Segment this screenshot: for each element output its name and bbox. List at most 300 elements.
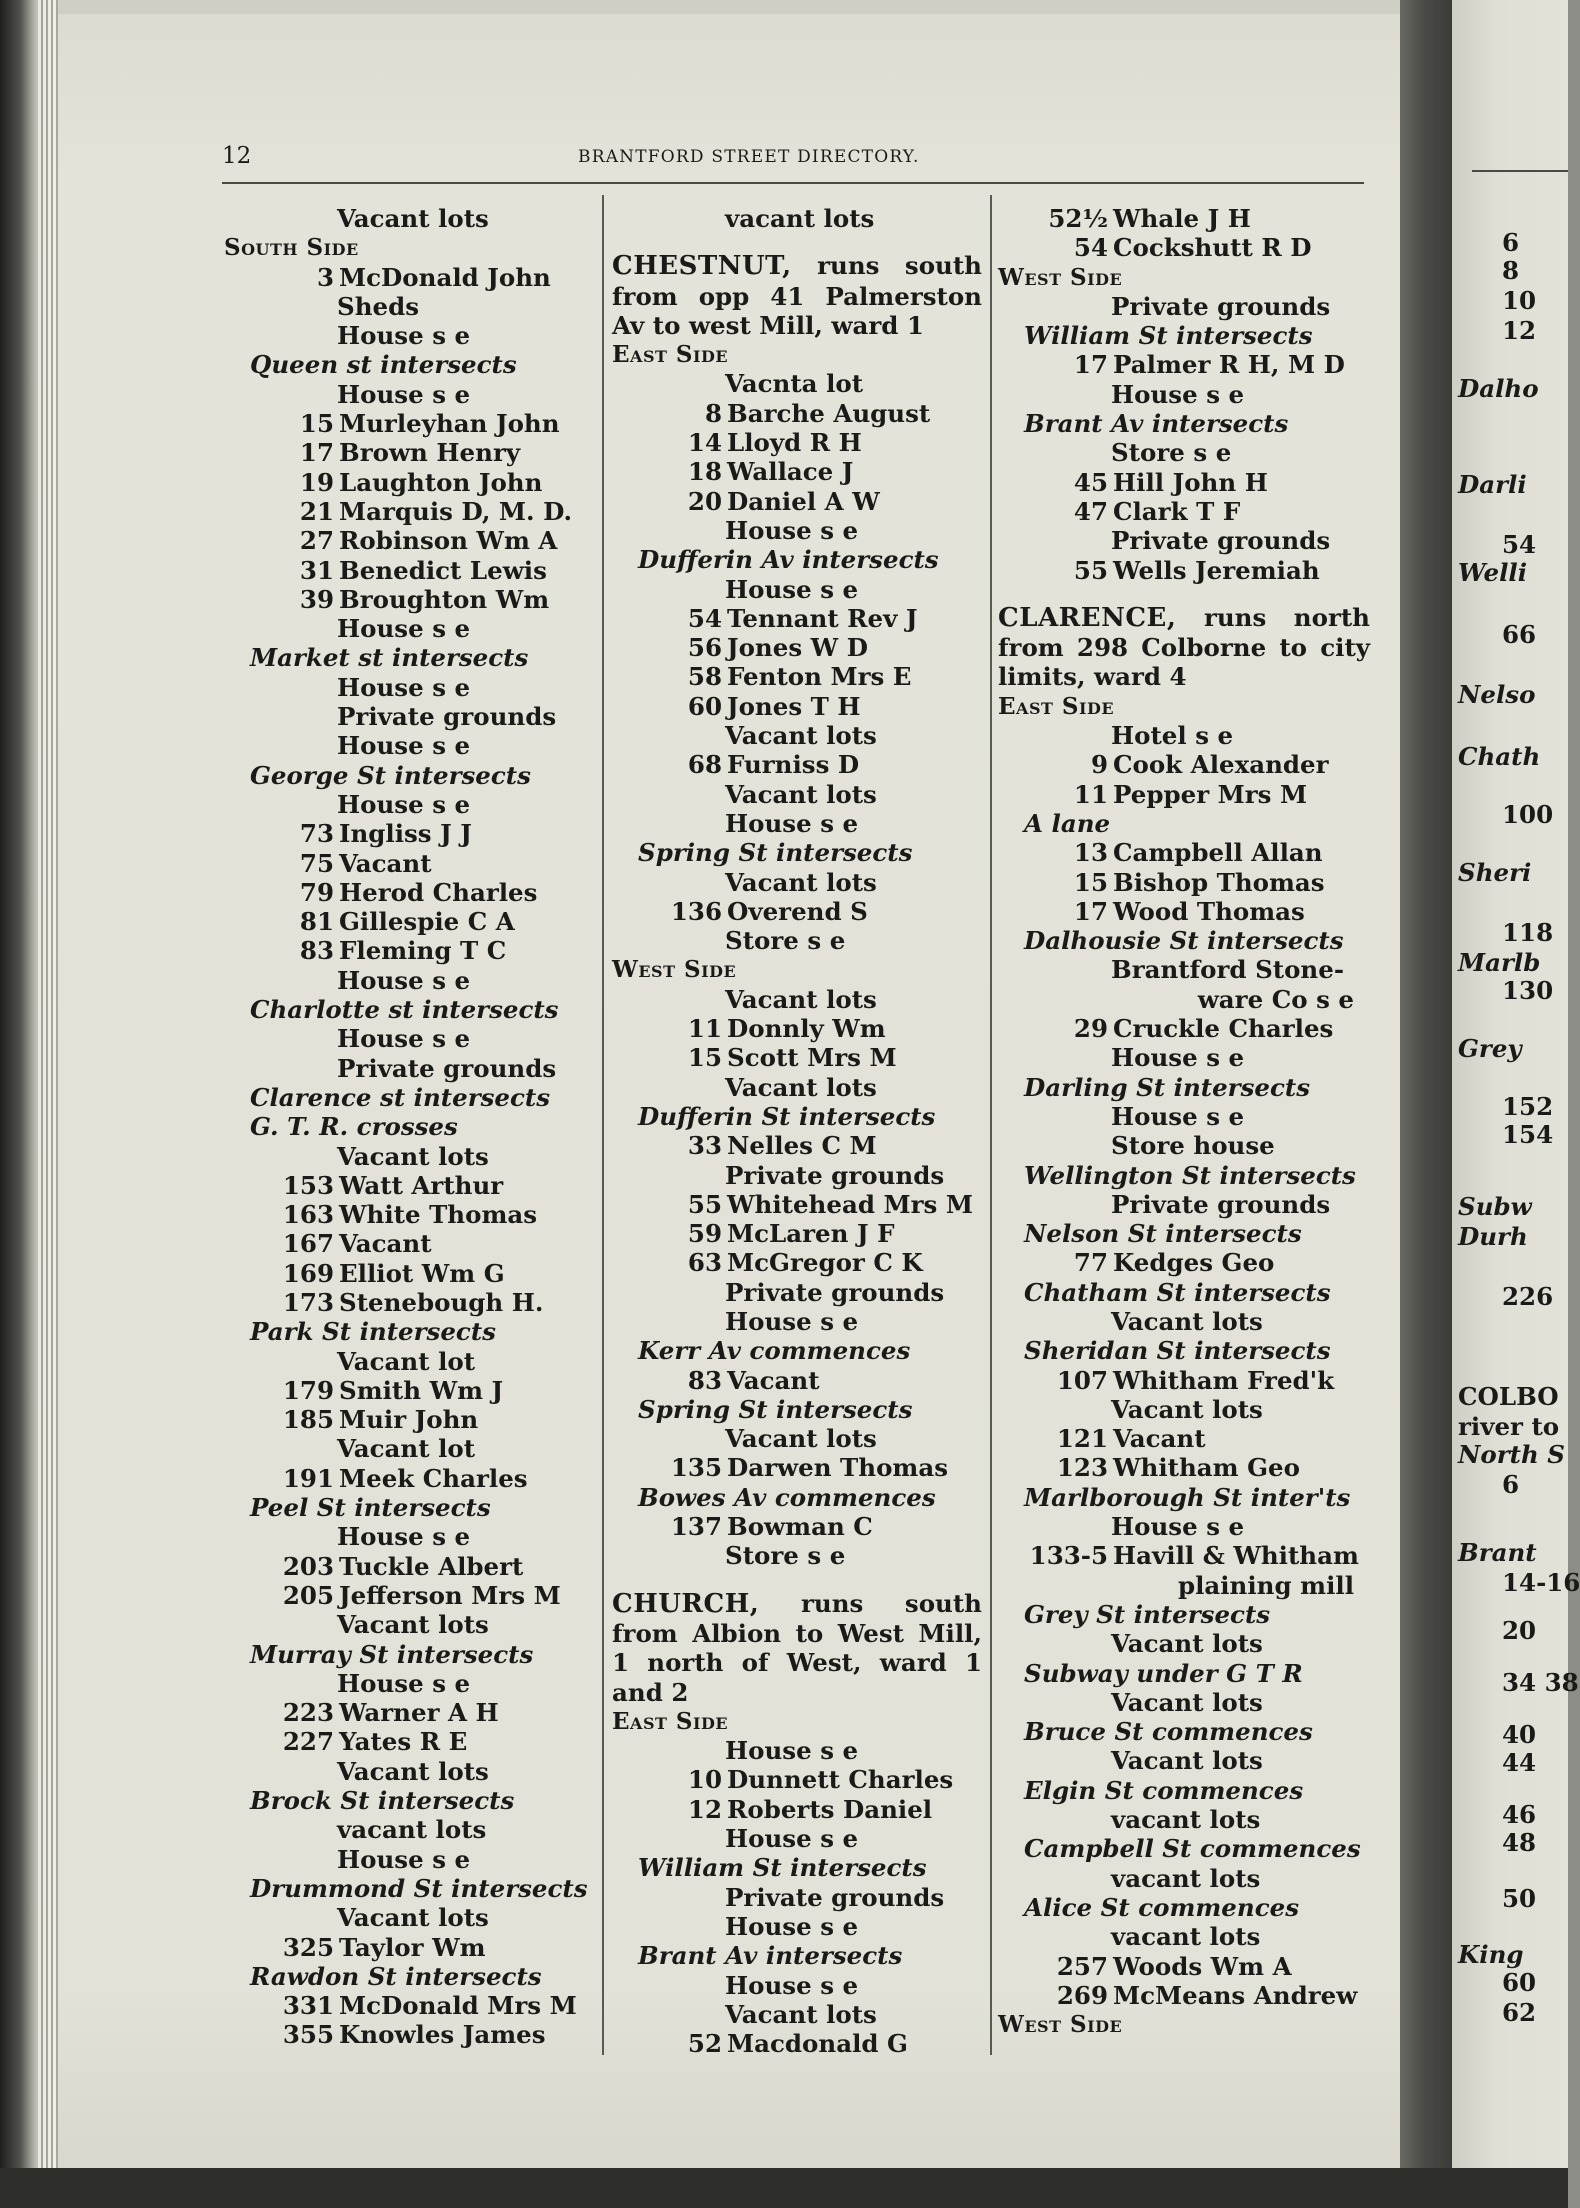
facing-page-fragment: Subw <box>1458 1192 1532 1221</box>
listing-line: Vacant lots <box>337 1903 489 1933</box>
intersection-note: William St intersects <box>1024 321 1313 351</box>
listing-line: Vacant lots <box>725 721 877 751</box>
resident-name: McDonald Mrs M <box>339 1991 577 2021</box>
listing-line: Vacant lots <box>1111 1394 1263 1424</box>
directory-entry <box>998 750 1370 779</box>
facing-page-fragment: 50 <box>1502 1884 1537 1913</box>
listing-line: Vacant lots <box>725 779 877 809</box>
directory-entry <box>998 897 1370 926</box>
intersection-note: Spring St intersects <box>638 1394 913 1424</box>
resident-name: Wallace J <box>727 457 854 487</box>
side-heading: West Side <box>998 263 1123 291</box>
directory-entry <box>612 1131 982 1160</box>
intersection-note: Dufferin St intersects <box>638 1101 936 1131</box>
listing-line: House s e <box>725 574 859 604</box>
directory-entry <box>224 1171 594 1200</box>
directory-entry <box>998 350 1370 379</box>
intersection-note: Elgin St commences <box>1024 1775 1304 1805</box>
resident-name: Daniel A W <box>727 486 880 516</box>
facing-page-fragment: 46 <box>1502 1800 1537 1829</box>
directory-entry <box>224 409 594 438</box>
resident-name: Marquis D, M. D. <box>339 496 572 526</box>
intersection-note: Brock St intersects <box>250 1786 515 1816</box>
listing-line: House s e <box>725 1736 859 1766</box>
intersection-note: Darling St intersects <box>1024 1072 1310 1102</box>
resident-name: McLaren J F <box>727 1219 895 1249</box>
resident-name: McGregor C K <box>727 1248 923 1278</box>
intersection-note: Alice St commences <box>1024 1892 1300 1922</box>
house-number: 52 <box>687 2029 722 2059</box>
resident-name: Overend S <box>727 896 868 926</box>
house-number: 54 <box>1073 233 1108 263</box>
resident-name: Watt Arthur <box>339 1170 504 1200</box>
resident-name: Darwen Thomas <box>727 1453 949 1483</box>
resident-name: Murleyhan John <box>339 409 560 439</box>
resident-name: Knowles James <box>339 2020 546 2050</box>
resident-name: Tuckle Albert <box>339 1551 524 1581</box>
house-number: 153 <box>282 1170 334 1200</box>
directory-entry <box>612 1765 982 1794</box>
facing-page-fragment: Darli <box>1458 470 1527 499</box>
intersection-note: Marlborough St inter'ts <box>1024 1482 1351 1512</box>
resident-name: Pepper Mrs M <box>1113 779 1308 809</box>
facing-page-fragment: COLBO <box>1458 1382 1559 1411</box>
house-number: 79 <box>299 877 334 907</box>
listing-line: Private grounds <box>725 1882 945 1912</box>
house-number: 15 <box>299 409 334 439</box>
directory-entry <box>224 263 594 292</box>
intersection-note: Subway under G T R <box>1024 1658 1303 1688</box>
facing-page-fragment: 40 <box>1502 1720 1537 1749</box>
header-rule <box>222 182 1364 184</box>
listing-line: Sheds <box>337 291 420 321</box>
house-number: 269 <box>1056 1980 1108 2010</box>
house-number: 19 <box>299 467 334 497</box>
house-number: 13 <box>1073 838 1108 868</box>
house-number: 173 <box>282 1287 334 1317</box>
street-name: CLARENCE, <box>998 602 1177 633</box>
house-number: 27 <box>299 526 334 556</box>
listing-line: House s e <box>1111 1512 1245 1542</box>
directory-entry <box>612 1219 982 1248</box>
house-number: 31 <box>299 555 334 585</box>
house-number: 33 <box>687 1131 722 1161</box>
house-number: 59 <box>687 1219 722 1249</box>
house-number: 39 <box>299 584 334 614</box>
side-heading: East Side <box>612 341 729 369</box>
facing-page-fragment: Brant <box>1458 1538 1537 1567</box>
resident-name: McDonald John <box>339 262 551 292</box>
resident-name: Wells Jeremiah <box>1113 555 1320 585</box>
facing-page-fragment: 54 <box>1502 530 1537 559</box>
listing-line: House s e <box>337 1024 471 1054</box>
resident-name: Cockshutt R D <box>1113 233 1312 263</box>
house-number: 331 <box>282 1991 334 2021</box>
directory-entry <box>612 1453 982 1482</box>
directory-entry <box>224 585 594 614</box>
page-header <box>222 143 1364 177</box>
directory-entry <box>224 438 594 467</box>
directory-entry <box>612 1795 982 1824</box>
directory-entry <box>612 399 982 428</box>
intersection-note: Park St intersects <box>250 1317 496 1347</box>
intersection-note: William St intersects <box>638 1853 927 1883</box>
intersection-note: George St intersects <box>250 760 531 790</box>
facing-page-fragment: Chath <box>1458 742 1541 771</box>
house-number: 136 <box>670 896 722 926</box>
directory-entry <box>998 468 1370 497</box>
house-number: 81 <box>299 907 334 937</box>
house-number: 325 <box>282 1932 334 1962</box>
directory-entry <box>612 1043 982 1072</box>
directory-column-2 <box>612 204 982 2058</box>
directory-entry <box>224 1405 594 1434</box>
intersection-note: Nelson St intersects <box>1024 1219 1302 1249</box>
house-number: 77 <box>1073 1248 1108 1278</box>
facing-page-fragment: 60 <box>1502 1968 1537 1997</box>
listing-line: Store s e <box>725 1541 846 1571</box>
facing-page-fragment: 10 <box>1502 286 1537 315</box>
intersection-note: Chatham St intersects <box>1024 1277 1331 1307</box>
facing-page-fragment: Welli <box>1458 558 1528 587</box>
house-number: 58 <box>687 662 722 692</box>
directory-entry <box>224 526 594 555</box>
directory-entry <box>998 497 1370 526</box>
resident-name: Nelles C M <box>727 1131 877 1161</box>
resident-name: Bishop Thomas <box>1113 867 1325 897</box>
house-number: 3 <box>316 262 334 292</box>
page-number: 12 <box>222 143 252 169</box>
house-number: 20 <box>687 486 722 516</box>
house-number: 205 <box>282 1580 334 1610</box>
resident-name: Fleming T C <box>339 936 507 966</box>
house-number: 121 <box>1056 1424 1108 1454</box>
listing-line: Vacant lot <box>337 1434 476 1464</box>
directory-entry <box>224 1991 594 2020</box>
resident-name: Broughton Wm <box>339 584 550 614</box>
house-number: 45 <box>1073 467 1108 497</box>
resident-name: Roberts Daniel <box>727 1794 933 1824</box>
directory-entry <box>998 556 1370 585</box>
resident-name: Benedict Lewis <box>339 555 547 585</box>
facing-page-header-rule <box>1472 170 1568 172</box>
directory-column-1 <box>224 204 594 2050</box>
directory-entry <box>998 1366 1370 1395</box>
intersection-note: Brant Av intersects <box>638 1941 903 1971</box>
street-heading <box>998 603 1370 692</box>
listing-line: Hotel s e <box>1111 721 1234 751</box>
resident-name: Clark T F <box>1113 496 1241 526</box>
directory-entry <box>224 936 594 965</box>
resident-name: Woods Wm A <box>1113 1951 1292 1981</box>
house-number: 8 <box>704 398 722 428</box>
intersection-note: Drummond St intersects <box>250 1873 588 1903</box>
intersection-note: Campbell St commences <box>1024 1834 1361 1864</box>
intersection-note: Dalhousie St intersects <box>1024 926 1344 956</box>
listing-line: Vacant lots <box>337 1141 489 1171</box>
resident-name: Jefferson Mrs M <box>339 1580 561 1610</box>
resident-name: Hill John H <box>1113 467 1268 497</box>
continuation-line: ware Co s e <box>1197 984 1354 1014</box>
facing-page-fragment: Marlb <box>1458 948 1541 977</box>
house-number: 9 <box>1090 750 1108 780</box>
house-number: 54 <box>687 603 722 633</box>
house-number: 15 <box>1073 867 1108 897</box>
book-gutter <box>1400 0 1452 2208</box>
listing-line: Private grounds <box>1111 291 1331 321</box>
listing-line: Store s e <box>1111 438 1232 468</box>
house-number: 14 <box>687 428 722 458</box>
resident-name: Vacant <box>339 848 432 878</box>
resident-name: Vacant <box>1113 1424 1206 1454</box>
listing-line: Store house <box>1111 1131 1275 1161</box>
intersection-note: Brant Av intersects <box>1024 409 1289 439</box>
house-number: 21 <box>299 496 334 526</box>
directory-entry <box>224 468 594 497</box>
listing-line: House s e <box>337 1522 471 1552</box>
listing-line: House s e <box>337 321 471 351</box>
house-number: 18 <box>687 457 722 487</box>
side-heading: East Side <box>998 692 1115 720</box>
listing-line: Vacant lots <box>337 1756 489 1786</box>
resident-name: Bowman C <box>727 1512 873 1542</box>
running-title: BRANTFORD STREET DIRECTORY. <box>578 147 920 167</box>
house-number: 191 <box>282 1463 334 1493</box>
intersection-note: Bowes Av commences <box>638 1482 936 1512</box>
facing-page-fragment: 6 <box>1502 228 1520 257</box>
directory-entry <box>612 1248 982 1277</box>
directory-entry <box>224 1229 594 1258</box>
intersection-note: Dufferin Av intersects <box>638 545 939 575</box>
directory-entry <box>612 633 982 662</box>
facing-page-fragment: 154 <box>1502 1120 1554 1149</box>
directory-entry <box>224 1200 594 1229</box>
street-description: runs north from 298 Colborne to city limits, ward 4 <box>998 602 1370 692</box>
facing-page-fragment: 44 <box>1502 1748 1537 1777</box>
listing-line: House s e <box>337 672 471 702</box>
directory-entry <box>612 2029 982 2058</box>
listing-line: House s e <box>725 1824 859 1854</box>
column-divider-2 <box>990 195 992 2055</box>
directory-entry <box>998 1981 1370 2010</box>
house-number: 56 <box>687 633 722 663</box>
resident-name: Yates R E <box>339 1727 468 1757</box>
directory-entry <box>998 1952 1370 1981</box>
resident-name: Elliot Wm G <box>339 1258 505 1288</box>
directory-entry <box>612 662 982 691</box>
resident-name: Gillespie C A <box>339 907 515 937</box>
listing-line: House s e <box>725 1306 859 1336</box>
intersection-note: Clarence st intersects <box>250 1082 551 1112</box>
intersection-note: Murray St intersects <box>250 1639 534 1669</box>
directory-entry <box>224 1698 594 1727</box>
house-number: 29 <box>1073 1014 1108 1044</box>
resident-name: Barche August <box>727 398 931 428</box>
intersection-note: Kerr Av commences <box>638 1336 911 1366</box>
listing-line: Vacant lots <box>725 1424 877 1454</box>
house-number: 11 <box>687 1014 722 1044</box>
house-number: 12 <box>687 1794 722 1824</box>
house-number: 60 <box>687 691 722 721</box>
scan-bottom-edge <box>0 2168 1568 2208</box>
house-number: 11 <box>1073 779 1108 809</box>
directory-entry <box>998 868 1370 897</box>
resident-name: Fenton Mrs E <box>727 662 912 692</box>
resident-name: Scott Mrs M <box>727 1043 897 1073</box>
facing-page-fragment: 152 <box>1502 1092 1554 1121</box>
street-name: CHURCH, <box>612 1588 760 1619</box>
directory-entry <box>224 1464 594 1493</box>
listing-line: Private grounds <box>337 702 557 732</box>
directory-entry <box>612 487 982 516</box>
house-number: 107 <box>1056 1365 1108 1395</box>
directory-entry <box>998 233 1370 262</box>
listing-line: House s e <box>725 515 859 545</box>
directory-entry <box>224 849 594 878</box>
facing-page-fragment: 66 <box>1502 620 1537 649</box>
facing-page-fragment: Dalho <box>1458 374 1539 403</box>
side-heading: West Side <box>998 2011 1123 2039</box>
resident-name: Furniss D <box>727 750 860 780</box>
continuation-line: plaining mill <box>1177 1570 1354 1600</box>
facing-page-fragment: 62 <box>1502 1998 1537 2027</box>
house-number: 163 <box>282 1200 334 1230</box>
listing-line: Private grounds <box>1111 1189 1331 1219</box>
house-number: 17 <box>299 438 334 468</box>
house-number: 135 <box>670 1453 722 1483</box>
directory-entry <box>224 1581 594 1610</box>
facing-page-fragment: 8 <box>1502 256 1520 285</box>
directory-entry <box>224 1552 594 1581</box>
house-number: 17 <box>1073 896 1108 926</box>
resident-name: Palmer R H, M D <box>1113 350 1345 380</box>
resident-name: Whale J H <box>1113 204 1251 233</box>
listing-line: House s e <box>725 1970 859 2000</box>
directory-entry <box>612 1014 982 1043</box>
directory-entry <box>998 1453 1370 1482</box>
resident-name: Lloyd R H <box>727 428 862 458</box>
directory-entry <box>612 604 982 633</box>
listing-line: vacant lots <box>1111 1805 1261 1835</box>
intersection-note: Spring St intersects <box>638 838 913 868</box>
directory-entry <box>224 819 594 848</box>
street-description: runs south from opp 41 Palmerston Av to west Mill, ward 1 <box>612 251 982 340</box>
intersection-note: Charlotte st intersects <box>250 995 559 1025</box>
side-heading: West Side <box>612 956 737 984</box>
house-number: 47 <box>1073 496 1108 526</box>
facing-page-fragment: North S <box>1458 1440 1565 1469</box>
listing-line: vacant lots <box>337 1815 487 1845</box>
resident-name: Donnly Wm <box>727 1014 886 1044</box>
listing-line: Vacant lots <box>1111 1306 1263 1336</box>
intersection-note: Sheridan St intersects <box>1024 1336 1331 1366</box>
intersection-note: A lane <box>1024 808 1111 838</box>
resident-name: Cruckle Charles <box>1113 1014 1334 1044</box>
listing-line: House s e <box>337 1844 471 1874</box>
house-number: 227 <box>282 1727 334 1757</box>
listing-line: House s e <box>1111 379 1245 409</box>
directory-entry <box>224 497 594 526</box>
listing-line: Vacnta lot <box>725 369 864 399</box>
section-spacer <box>612 233 982 251</box>
listing-line: Vacant lots <box>725 867 877 897</box>
house-number: 63 <box>687 1248 722 1278</box>
resident-name: Dunnett Charles <box>727 1765 954 1795</box>
listing-line: Vacant lots <box>1111 1746 1263 1776</box>
house-number: 133-5 <box>1029 1541 1108 1571</box>
listing-line: Store s e <box>725 926 846 956</box>
listing-line: Vacant lots <box>725 984 877 1014</box>
intersection-note: Market st intersects <box>250 643 529 673</box>
directory-entry <box>612 428 982 457</box>
resident-name: Vacant <box>727 1365 820 1395</box>
directory-entry <box>612 1366 982 1395</box>
directory-entry <box>224 1288 594 1317</box>
directory-entry <box>998 1014 1370 1043</box>
listing-line: Vacant lots <box>725 1072 877 1102</box>
intersection-note: Rawdon St intersects <box>250 1961 542 1991</box>
listing-line: House s e <box>337 614 471 644</box>
listing-line: House s e <box>725 808 859 838</box>
directory-entry <box>224 878 594 907</box>
directory-entry <box>998 1424 1370 1453</box>
house-number: 55 <box>1073 555 1108 585</box>
listing-line: vacant lots <box>1111 1922 1261 1952</box>
directory-entry <box>998 780 1370 809</box>
house-number: 83 <box>687 1365 722 1395</box>
intersection-note: Grey St intersects <box>1024 1599 1271 1629</box>
facing-page-fragment: 14-16 <box>1502 1568 1580 1597</box>
section-spacer <box>998 585 1370 603</box>
house-number: 15 <box>687 1043 722 1073</box>
resident-name: Meek Charles <box>339 1463 528 1493</box>
directory-entry <box>224 1376 594 1405</box>
intersection-note: G. T. R. crosses <box>250 1112 458 1142</box>
listing-line: Vacant lots <box>1111 1687 1263 1717</box>
resident-name: Jones W D <box>727 633 868 663</box>
street-description: runs south from Albion to West Mill, 1 north of West, ward 1 and 2 <box>612 1588 982 1707</box>
directory-entry <box>224 907 594 936</box>
resident-name: Kedges Geo <box>1113 1248 1275 1278</box>
resident-name: Brown Henry <box>339 438 521 468</box>
facing-page-fragment: 100 <box>1502 800 1554 829</box>
column-divider-1 <box>602 195 604 2055</box>
house-number: 355 <box>282 2020 334 2050</box>
facing-page-fragment: 6 <box>1502 1470 1520 1499</box>
side-heading: East Side <box>612 1707 729 1735</box>
resident-name: Whitham Fred'k <box>1113 1365 1335 1395</box>
facing-page-fragment: Grey <box>1458 1034 1522 1063</box>
resident-name: Havill & Whitham <box>1113 1541 1359 1571</box>
house-number: 137 <box>670 1512 722 1542</box>
house-number: 83 <box>299 936 334 966</box>
street-heading <box>612 1589 982 1707</box>
house-number: 123 <box>1056 1453 1108 1483</box>
listing-line: Brantford Stone- <box>1111 955 1344 985</box>
facing-page-fragment: 226 <box>1502 1282 1554 1311</box>
street-name: CHESTNUT, <box>612 251 792 282</box>
directory-entry <box>224 2020 594 2049</box>
house-number: 203 <box>282 1551 334 1581</box>
intersection-note: Bruce St commences <box>1024 1717 1313 1747</box>
house-number: 52½ <box>1048 204 1108 233</box>
intersection-note: Peel St intersects <box>250 1493 491 1523</box>
directory-entry <box>612 692 982 721</box>
page-top-shade <box>58 0 1418 14</box>
resident-name: Whitham Geo <box>1113 1453 1300 1483</box>
facing-page-fragment: King <box>1458 1940 1524 1969</box>
resident-name: Smith Wm J <box>339 1375 504 1405</box>
